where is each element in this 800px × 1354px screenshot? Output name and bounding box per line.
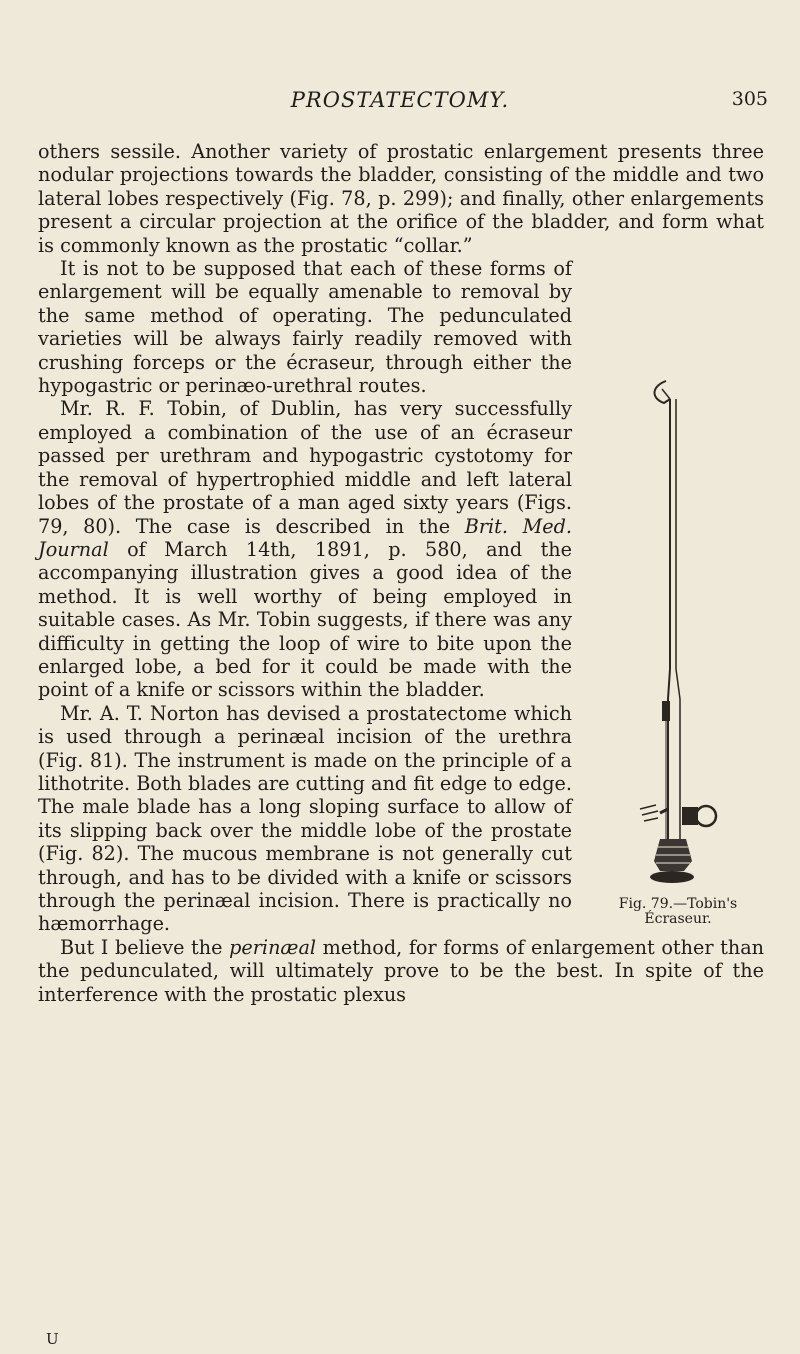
caption-line: Fig. 79.—Tobin's: [618, 896, 738, 913]
figure-caption: [586, 897, 770, 927]
running-title: PROSTATECTOMY.: [290, 88, 510, 112]
journal-title: Brit. Med. Journal: [38, 514, 572, 561]
body-text: [38, 140, 764, 1006]
page-header: [30, 88, 770, 118]
paragraph: But I believe the perinæal method, for forms of enlargement other than the pedunculated, will ultimately prove to be the best. In spite of the interference with the prostatic plexus: [38, 935, 764, 1006]
paragraph: Mr. A. T. Norton has devised a prostatectome which is used through a perinæal incision of the urethra (Fig. 81). The instrument is made on the principle of a lithotrite. Both blades are cutting and fit edge to edge. The male blade has a long sloping surface to allow of its slipping back over the middle lobe of the prostate (Fig. 82). The mucous membrane is not generally cut through, and has to be divided with a knife or scissors through the perinæal incision. There is practically no hæmorrhage.: [38, 701, 572, 936]
signature-mark: U: [46, 1330, 59, 1348]
caption-line: Écraseur.: [644, 911, 712, 928]
figure-tobins-ecraseur: [586, 369, 770, 928]
page-number: 305: [731, 88, 768, 110]
paragraph: others sessile. Another variety of prostatic enlargement presents three nodular projections towards the bladder, consisting of the middle and two lateral lobes respectively (Fig. 78, p. 299); and finally, other enlargements present a circular projection at the orifice of the bladder, and form what is commonly known as the prostatic “collar.”: [38, 140, 764, 257]
ecraseur-illustration: [610, 369, 750, 889]
paragraph: It is not to be supposed that each of these forms of enlargement will be equally amenable to removal by the same method of operating. The pedunculated varieties will be always fairly readily removed with crushing forceps or the écraseur, through either the hypogastric or perinæo-urethral routes.: [38, 257, 572, 398]
paragraph: Mr. R. F. Tobin, of Dublin, has very successfully employed a combination of the use of an écraseur passed per urethram and hypogastric cystotomy for the removal of hypertrophied middle and left lateral lobes of the prostate of a man aged sixty years (Figs. 79, 80). The case is described in the Brit. Med. Journal of March 14th, 1891, p. 580, and the accompanying illustration gives a good idea of the method. It is well worthy of being employed in suitable cases. As Mr. Tobin suggests, if there was any difficulty in getting the loop of wire to bite upon the enlarged lobe, a bed for it could be made with the point of a knife or scissors within the bladder.: [38, 397, 572, 702]
emphasis: perinæal: [229, 935, 317, 959]
